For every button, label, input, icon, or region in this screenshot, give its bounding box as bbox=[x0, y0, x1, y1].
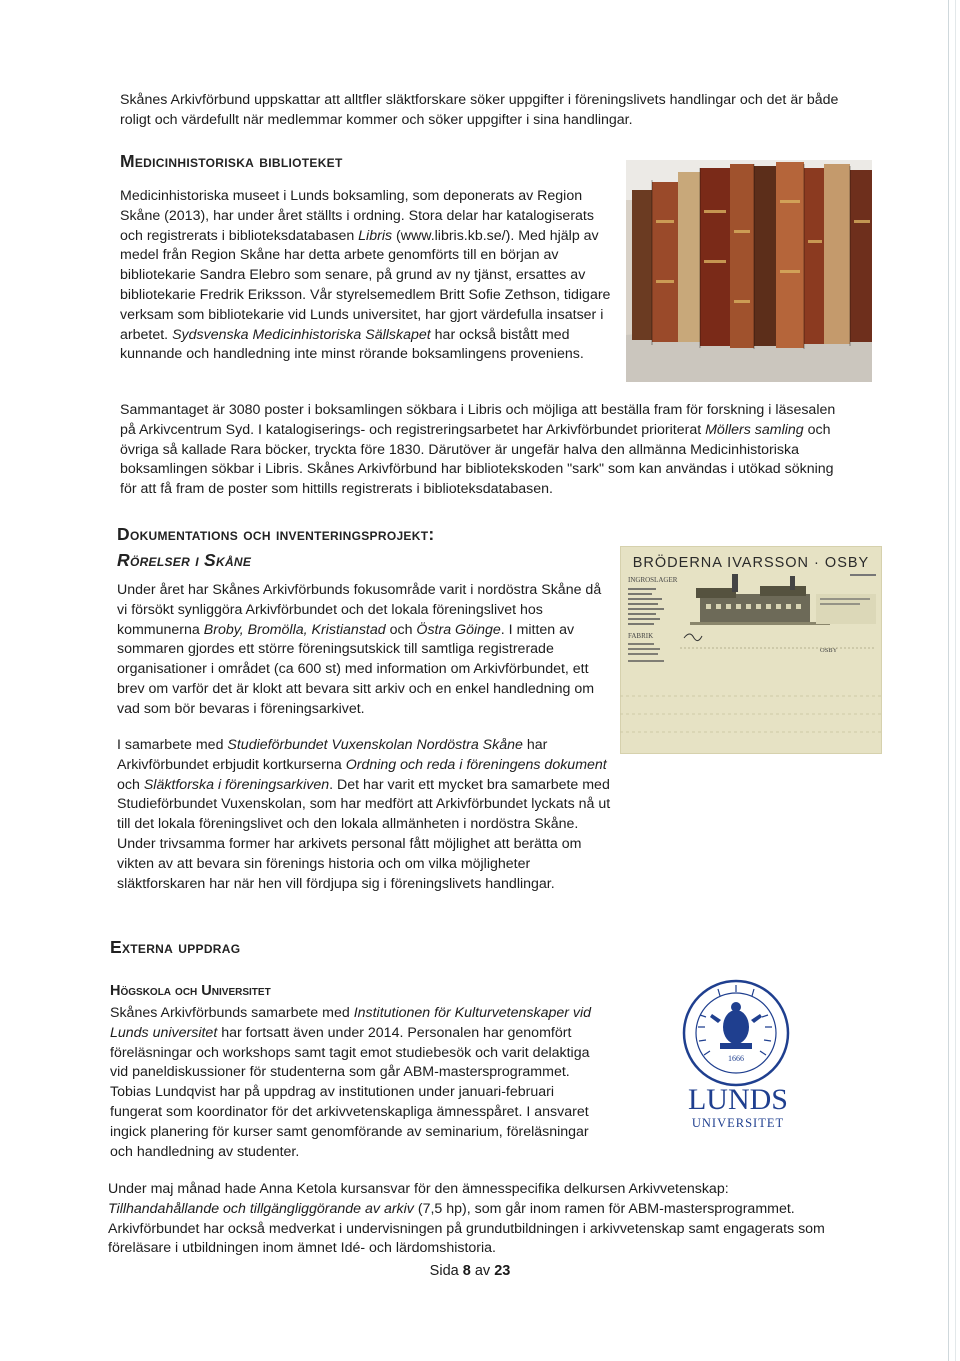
current-page: 8 bbox=[462, 1263, 471, 1279]
externa-paragraph-1: Skånes Arkivförbunds samarbete med Institutionen för Kulturvetenskaper vid Lunds universitet har fortsatt även under 2014. Personalen har genomfört föreläsningar och workshops samt tagit emot studiebesök och varit delaktiga vid paneldiskussioner för studenterna som går ABM-mastersprogrammet. Tobias Lundqvist har på uppdrag av institutionen under januari-februari fungerat som koordinator för det arkivvetenskapliga ämnesspåret. I ansvaret ingick planering för kurser samt genomförande av seminarium, föreläsningar och handledning av studenter. bbox=[110, 1005, 592, 1160]
letterhead-title: BRÖDERNA IVARSSON · OSBY bbox=[632, 555, 870, 571]
lund-logo-sub: UNIVERSITET bbox=[691, 1116, 785, 1130]
letterhead-osby: OSBY bbox=[820, 647, 838, 654]
letterhead-ingroslager: INGROSLAGER bbox=[628, 576, 678, 584]
heading-dokumentationsprojekt: Dokumentations och inventeringsprojekt: bbox=[117, 524, 435, 544]
medicin-paragraph-1: Medicinhistoriska museet i Lunds boksamling, som deponerats av Region Skåne (2013), har under året ställts i ordning. Stora delar har katalogiserats och registrerats i biblioteksdatabasen Libris (www.libris.kb.se/). Med hjälp av medel från Region Skåne har detta arbete genomförts till en början av bibliotekarie Sandra Elebro som senare, på grund av ny tjänst, ersattes av bibliotekarie Fredrik Eriksson. Vår styrelsemedlem Britt Sofie Zethson, tidigare verksam som bibliotekarie vid Lunds universitet, har gjort värdefulla insatser i arbetet. Sydsvenska Medicinhistoriska Sällskapet har också bistått med kunnande och handledning inte minst rörande boksamlingens proveniens. bbox=[120, 188, 611, 363]
intro-paragraph: Skånes Arkivförbund uppskattar att alltfler släktforskare söker uppgifter i föreningslivets handlingar och det är både roligt och värdefullt när medlemmar kommer och söker uppgifter i sina handlingar. bbox=[120, 92, 839, 128]
dok-paragraph-2: I samarbete med Studieförbundet Vuxenskolan Nordöstra Skåne har Arkivförbundet erbjudit kortkurserna Ordning och reda i föreningens dokument och Släktforska i föreningsarkiven. Det har varit ett mycket bra samarbete med Studieförbundet Vuxenskolan, som har medfört att Arkivförbundet lyckats nå ut till det lokala föreningslivet och den lokala allmänheten i nordöstra Skåne. Under trivsamma former har arkivets personal fått möjlighet att berätta om vikten av att bevara sin förenings historia och om vilka möjligheter släktforskaren har när hen vill fördjupa sig i föreningslivets handlingar. bbox=[117, 737, 611, 892]
subheading-hogskola-universitet: Högskola och Universitet bbox=[110, 983, 271, 999]
books-photo bbox=[626, 160, 872, 382]
externa-paragraph-2: Under maj månad hade Anna Ketola kursansvar för den ämnesspecifika delkursen Arkivvetenskap: Tillhandahållande och tillgängliggörande av arkiv (7,5 hp), som går inom ramen för ABM-mastersprogrammet. Arkivförbundet har också medverkat i undervisningen på grundutbildningen i arkivvetenskap samt engagerats som föreläsare i utbildningen inom ämnet Idé- och lärdomshistoria. bbox=[108, 1181, 825, 1257]
scan-edge-line bbox=[955, 0, 956, 1361]
heading-externa-uppdrag: Externa uppdrag bbox=[110, 937, 241, 957]
subheading-rorelser-i-skane: Rörelser i Skåne bbox=[117, 550, 252, 570]
dok-paragraph-1: Under året har Skånes Arkivförbunds fokusområde varit i nordöstra Skåne då vi försökt synliggöra Arkivförbundet och det lokala föreningslivet hos kommunerna Broby, Bromölla, Kristianstad och Östra Göinge. I mitten av sommaren gjordes ett större föreningsutskick till samtliga registrerade organisationer i området (ca 600 st) med information om Arkivförbundet, ett brev om varför det är klokt att bevara sitt arkiv och en enkel handledning om vad som bör bevaras i föreningsarkivet. bbox=[117, 582, 602, 717]
scan-edge-line bbox=[948, 0, 949, 1361]
heading-medicinhistoriska: Medicinhistoriska biblioteket bbox=[120, 151, 343, 171]
lund-logo-name: LUNDS bbox=[687, 1083, 789, 1116]
medicin-paragraph-2: Sammantaget är 3080 poster i boksamlingen sökbara i Libris och möjliga att beställa fram för forskning i läsesalen på Arkivcentrum Syd. I katalogiserings- och registreringsarbetet har Arkivförbundet prioriterat Möllers samling och övriga så kallade Rara böcker, tryckta före 1830. Därutöver är ungefär halva den allmänna Medicinhistoriska boksamlingen sökbar i Libris. Skånes Arkivförbund har bibliotekskoden "sark" som kan användas i utökad sökning för att få fram de poster som hittills registrerats i biblioteksdatabasen. bbox=[120, 402, 836, 498]
total-pages: 23 bbox=[494, 1263, 511, 1279]
lunds-universitet-logo bbox=[668, 975, 808, 1135]
lund-logo-year: 1666 bbox=[728, 1054, 744, 1063]
letterhead-image bbox=[620, 546, 882, 754]
page-footer: Sida 8 av 23 bbox=[429, 1263, 511, 1279]
letterhead-fabrik: FABRIK bbox=[628, 632, 654, 640]
